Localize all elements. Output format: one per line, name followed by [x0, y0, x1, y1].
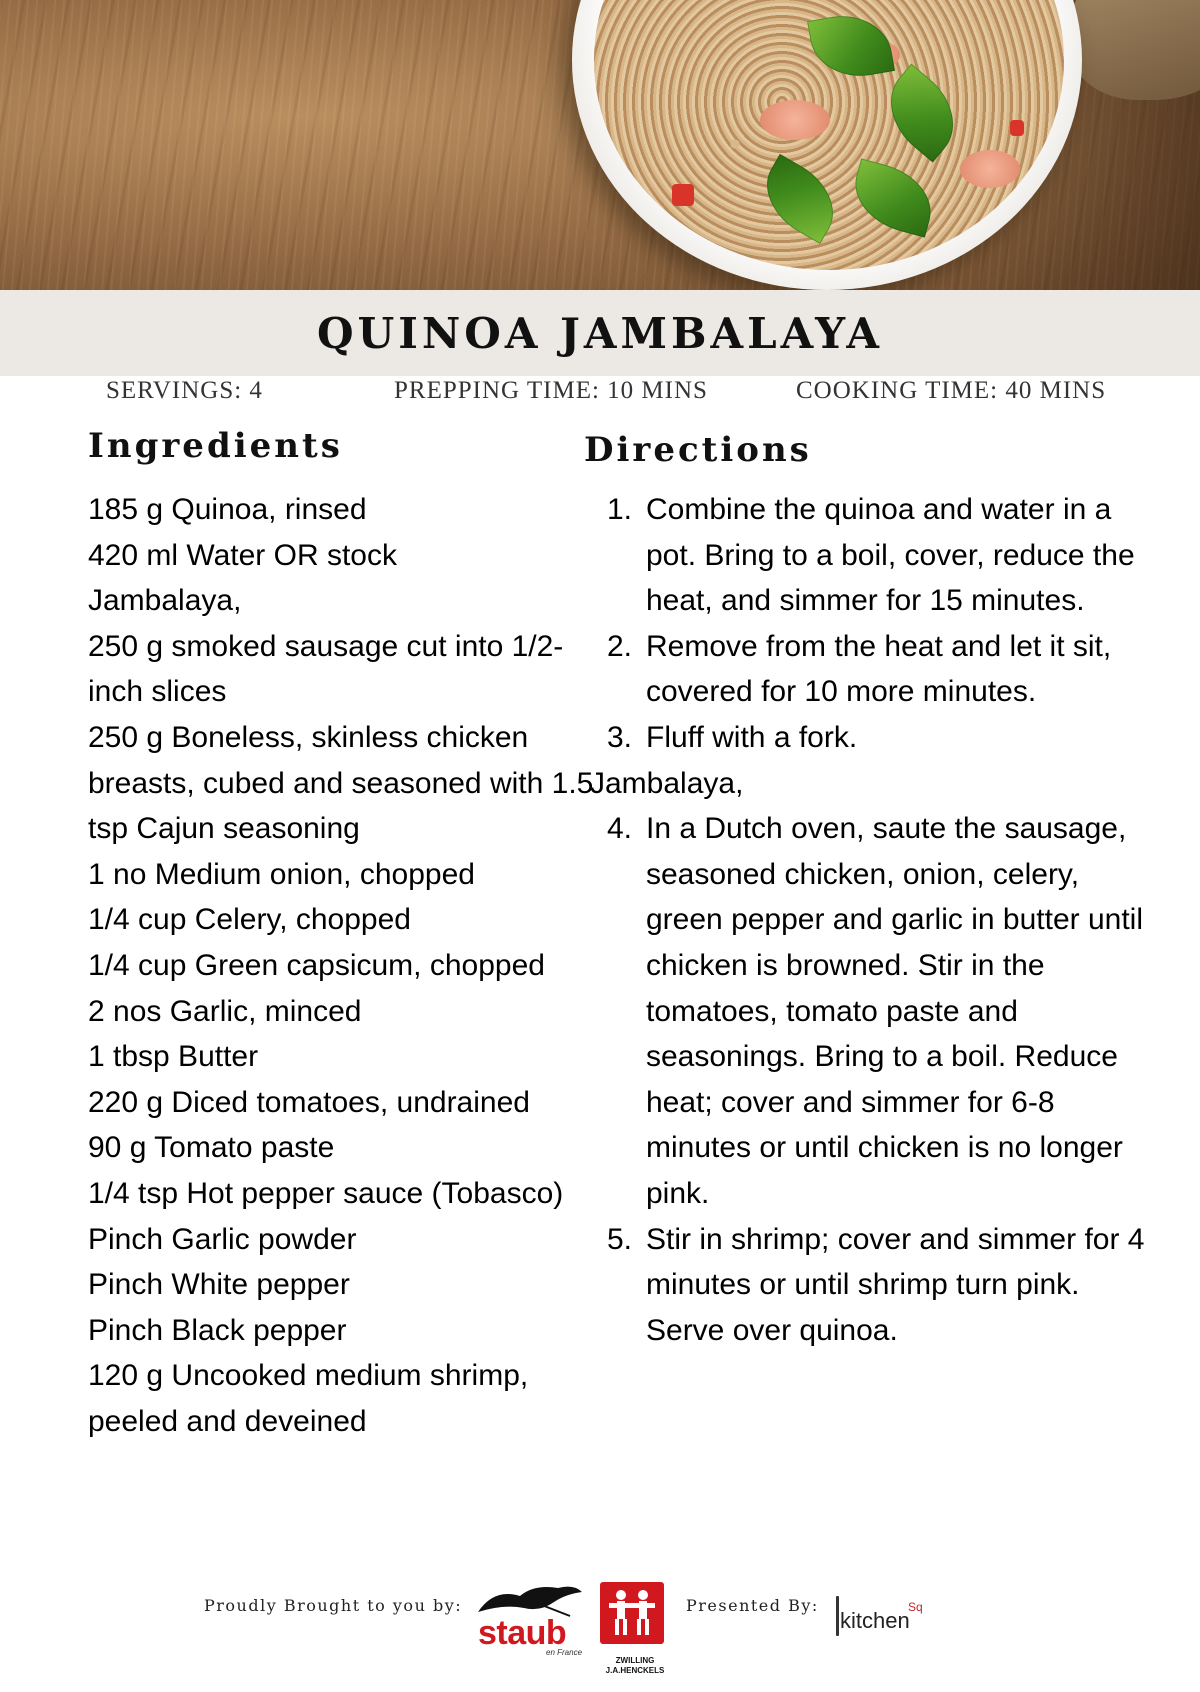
hero-photo — [0, 0, 1200, 290]
ingredient-item: 185 g Quinoa, rinsed — [88, 493, 367, 526]
kitchen-sq-logo — [836, 1596, 926, 1644]
zwilling-logo — [600, 1582, 672, 1678]
brought-by-label: Proudly Brought to you by: — [204, 1596, 463, 1615]
ingredient-item: 420 ml Water OR stock — [88, 538, 397, 572]
shrimp — [760, 100, 830, 140]
knife-icon — [836, 1596, 839, 1636]
step-text: Fluff with a fork. — [646, 720, 858, 754]
linen-cloth — [1070, 0, 1200, 100]
ingredient-item: 220 g Diced tomatoes, undrained — [88, 1085, 530, 1119]
presented-by-label: Presented By: — [686, 1596, 819, 1615]
step-text: Stir in shrimp; cover and simmer for 4 minutes or until shrimp turn pink. Serve over quinoa. — [646, 1222, 1145, 1347]
direction-step — [588, 624, 1148, 715]
step-text: In a Dutch oven, saute the sausage, seasoned chicken, onion, celery, green pepper and garlic in butter until chicken is browned. Stir in the tomatoes, tomato paste and seasonings. Bring to a boil. Reduce heat; cover and simmer for 6-8 minutes or until chicken is no longer pink. — [646, 812, 1143, 1210]
ingredient-item: 1/4 cup Celery, chopped — [88, 903, 411, 937]
directions-heading: Directions — [584, 430, 812, 470]
ingredient-item: 250 g Boneless, skinless chicken breasts, cubed and seasoned with 1.5 tsp Cajun seasoning — [88, 720, 594, 846]
ingredient-item: 1 no Medium onion, chopped — [88, 857, 475, 891]
prep-time: PREPPING TIME: 10 MINS — [394, 377, 708, 404]
servings: SERVINGS: 4 — [106, 377, 263, 404]
directions-subheading: Jambalaya, — [590, 766, 744, 800]
recipe-title: QUINOA JAMBALAYA — [317, 308, 883, 358]
ingredient-item: 1 tbsp Butter — [88, 1040, 259, 1074]
ingredient-item: Jambalaya, — [88, 584, 242, 618]
ingredient-item: 120 g Uncooked medium shrimp, peeled and deveined — [88, 1359, 529, 1438]
kitchen-wordmark: kitchen — [840, 1608, 910, 1633]
staub-subtitle: en France — [546, 1648, 583, 1657]
step-number: 4. — [606, 812, 632, 846]
staub-logo — [468, 1578, 586, 1657]
step-text: Combine the quinoa and water in a pot. Bring to a boil, cover, reduce the heat, and simmer for 15 minutes. — [646, 493, 1135, 618]
direction-step — [588, 715, 1148, 761]
direction-step — [588, 806, 1148, 1216]
ingredients-list — [88, 487, 600, 1444]
tomato-piece — [672, 184, 694, 206]
direction-step — [588, 487, 1148, 624]
ingredients-heading: Ingredients — [88, 426, 343, 466]
cook-time: COOKING TIME: 40 MINS — [796, 377, 1107, 404]
step-number: 2. — [606, 629, 632, 663]
staub-wordmark: staub — [478, 1614, 567, 1652]
twin-figures-icon — [600, 1582, 664, 1644]
ingredient-item: 2 nos Garlic, minced — [88, 994, 362, 1028]
step-number: 5. — [606, 1222, 632, 1256]
ingredient-item: 1/4 cup Green capsicum, chopped — [88, 948, 545, 982]
ingredient-item: 250 g smoked sausage cut into 1/2-inch slices — [88, 629, 564, 709]
ingredient-item: 90 g Tomato paste — [88, 1131, 335, 1165]
title-band — [0, 290, 1200, 376]
step-number: 1. — [606, 493, 632, 526]
shrimp — [960, 150, 1020, 188]
ingredient-item: Pinch Black pepper — [88, 1313, 347, 1347]
ingredient-item: Pinch White pepper — [88, 1268, 350, 1302]
direction-step — [588, 1217, 1148, 1354]
tomato-piece — [1010, 120, 1024, 136]
zwilling-wordmark: ZWILLING J.A.HENCKELS — [605, 1656, 665, 1675]
step-text: Remove from the heat and let it sit, covered for 10 more minutes. — [646, 629, 1112, 709]
ingredient-item: Pinch Garlic powder — [88, 1222, 357, 1256]
step-number: 3. — [606, 720, 632, 754]
ingredient-item: 1/4 tsp Hot pepper sauce (Tobasco) — [88, 1176, 564, 1210]
kitchen-sq-mark: Sq — [908, 1600, 923, 1614]
directions-list — [588, 487, 1148, 1353]
